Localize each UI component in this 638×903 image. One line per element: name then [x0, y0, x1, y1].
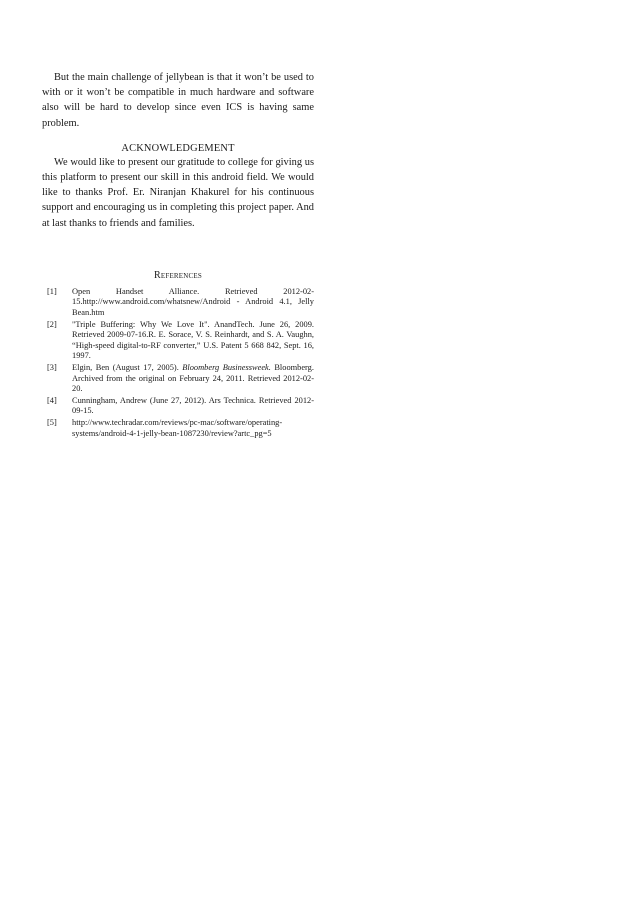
reference-item — [42, 320, 314, 362]
reference-item — [42, 287, 314, 319]
acknowledgement-paragraph: We would like to present our gratitude to college for giving us this platform to present our skill in this android field. We would like to thanks Prof. Er. Niranjan Khakurel for his continuous support and encouraging us in completing this project paper. And at last thanks to friends and families. — [42, 156, 314, 229]
reference-text: http://www.techradar.com/reviews/pc-mac/software/operating-systems/android-4-1-jelly-bean-1087230/review?artc_pg=5 — [72, 417, 283, 438]
reference-text: Open Handset Alliance. Retrieved 2012-02-15.http://www.android.com/whatsnew/Android - Android 4.1, Jelly Bean.htm — [72, 286, 314, 318]
reference-text — [72, 363, 314, 395]
reference-number: [2] — [47, 319, 57, 329]
reference-item — [42, 418, 314, 439]
paper-column — [42, 70, 314, 440]
reference-item — [42, 396, 314, 417]
acknowledgement-heading: ACKNOWLEDGEMENT — [121, 142, 235, 154]
reference-text-after: Bloomberg. Archived from the original on February 24, 2011. Retrieved 2012-02-20. — [72, 362, 314, 394]
body-paragraph: But the main challenge of jellybean is that it won’t be used to with or it won’t be compatible in much hardware and software also will be hard to develop since even ICS is having same problem. — [42, 72, 314, 129]
reference-text-before: Elgin, Ben (August 17, 2005). — [72, 362, 183, 372]
references-heading: References — [154, 269, 202, 281]
reference-number: [3] — [47, 362, 57, 372]
reference-text: "Triple Buffering: Why We Love It". AnandTech. June 26, 2009. Retrieved 2009-07-16.R. E. Sorace, V. S. Reinhardt, and S. A. Vaughn, “High-speed digital-to-RF converter,” U.S. Patent 5 668 842, Sept. 16, 1997. — [72, 319, 314, 361]
references-list — [42, 287, 314, 439]
reference-number: [5] — [47, 417, 57, 427]
reference-journal-title: Bloomberg Businessweek. — [182, 362, 271, 372]
reference-item — [42, 363, 314, 395]
reference-number: [1] — [47, 286, 57, 296]
reference-text: Cunningham, Andrew (June 27, 2012). Ars Technica. Retrieved 2012-09-15. — [72, 395, 314, 416]
reference-number: [4] — [47, 395, 57, 405]
